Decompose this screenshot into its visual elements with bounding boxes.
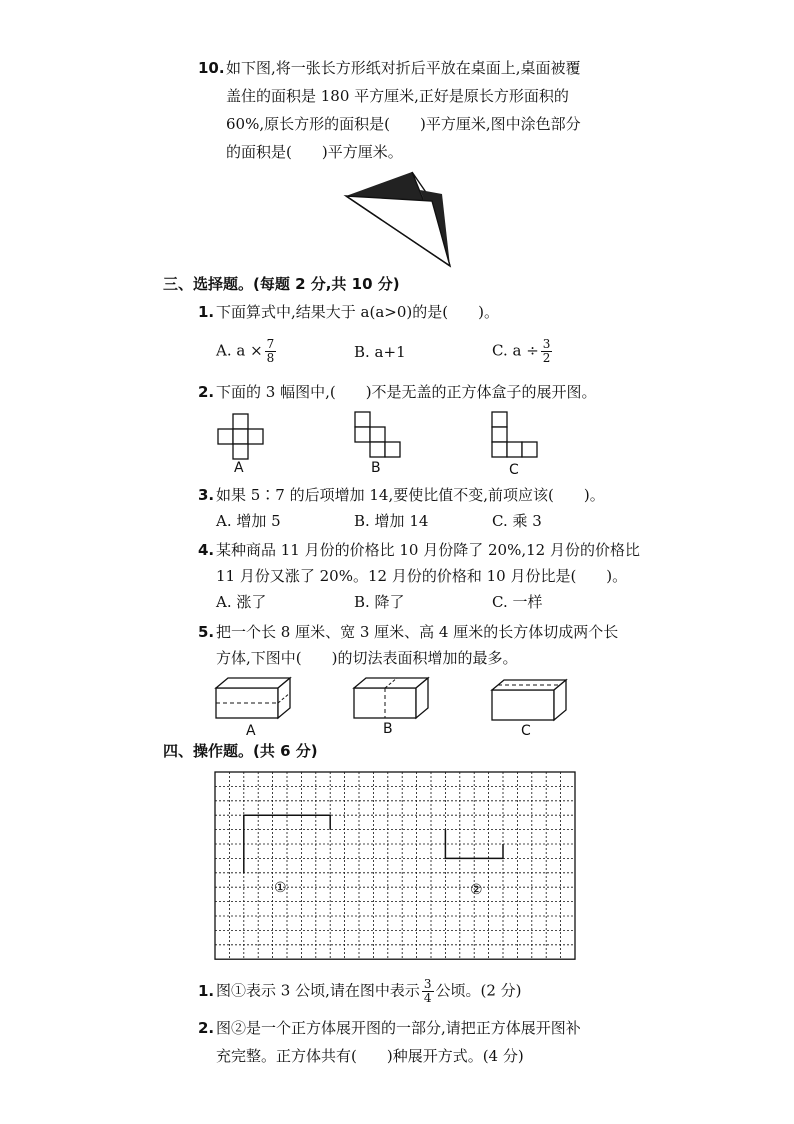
s4-q2-number: 2. — [198, 1019, 215, 1037]
s3-q4-line2: 11 月份又涨了 20%。12 月份的价格和 10 月份比是( )。 — [216, 567, 628, 585]
frac-denominator: 2 — [542, 351, 551, 365]
s3-q4-option-c: C. 一样 — [492, 593, 543, 611]
q10-number: 10. — [198, 59, 225, 77]
q10-line1: 如下图,将一张长方形纸对折后平放在桌面上,桌面被覆 — [226, 59, 581, 77]
s3-q2-stem: 下面的 3 幅图中,( )不是无盖的正方体盒子的展开图。 — [216, 383, 597, 401]
s4-q1-text-before: 图①表示 3 公顷,请在图中表示 — [216, 981, 420, 1000]
grid-border — [215, 772, 575, 959]
s3-q1-option-c-text: C. a ÷ — [492, 341, 539, 360]
s3-q3-option-a: A. 增加 5 — [216, 512, 281, 530]
s4-q1-number: 1. — [198, 982, 215, 1000]
section4-heading: 四、操作题。(共 6 分) — [163, 742, 318, 760]
s3-q1-option-c — [492, 338, 554, 365]
s3-q1-option-a — [216, 338, 278, 365]
s3-q4-option-b: B. 降了 — [354, 593, 405, 611]
s3-q4-option-a: A. 涨了 — [216, 593, 267, 611]
q10-line2: 盖住的面积是 180 平方厘米,正好是原长方形面积的 — [226, 87, 569, 105]
s3-q3-option-b: B. 增加 14 — [354, 512, 429, 530]
s3-q5-line2: 方体,下图中( )的切法表面积增加的最多。 — [216, 649, 518, 667]
s3-q1-option-a-text: A. a × — [216, 341, 263, 360]
frac-numerator: 7 — [266, 337, 275, 351]
q10-line4: 的面积是( )平方厘米。 — [226, 143, 403, 161]
cube-net-a — [216, 412, 284, 460]
q10-line3: 60%,原长方形的面积是( )平方厘米,图中涂色部分 — [226, 115, 581, 133]
s4-q2-line2: 充完整。正方体共有( )种展开方式。(4 分) — [216, 1047, 524, 1065]
s4-q1-fraction — [422, 978, 434, 1005]
s3-q1-option-b: B. a+1 — [354, 343, 406, 361]
cuboid-b-label: B — [383, 721, 393, 737]
s3-q2-number: 2. — [198, 383, 215, 401]
cuboid-c-label: C — [521, 723, 531, 739]
s3-q1-option-c-fraction — [541, 338, 553, 365]
s3-q4-number: 4. — [198, 541, 215, 559]
cube-net-c — [490, 410, 545, 458]
s3-q1-option-a-fraction — [265, 338, 277, 365]
s3-q3-option-c: C. 乘 3 — [492, 512, 542, 530]
s3-q4-line1: 某种商品 11 月份的价格比 10 月份降了 20%,12 月份的价格比 — [216, 541, 640, 559]
section3-heading: 三、选择题。(每题 2 分,共 10 分) — [163, 275, 400, 293]
frac-numerator: 3 — [423, 977, 432, 991]
s3-q1-stem: 下面算式中,结果大于 a(a>0)的是( )。 — [216, 303, 499, 321]
grid-mark-2: ② — [470, 882, 483, 898]
s3-q3-number: 3. — [198, 486, 215, 504]
s4-q1-text — [216, 978, 522, 1005]
s3-q3-stem: 如果 5∶7 的后项增加 14,要使比值不变,前项应该( )。 — [216, 486, 605, 504]
frac-numerator: 3 — [542, 337, 551, 351]
cuboid-a-label: A — [246, 723, 256, 739]
cube-net-a-label: A — [234, 460, 244, 476]
grid-mark-1: ① — [274, 880, 287, 896]
cuboid-c — [490, 676, 570, 722]
cuboid-b — [352, 674, 432, 720]
cube-net-b-label: B — [371, 460, 381, 476]
s3-q5-number: 5. — [198, 623, 215, 641]
s4-q2-line1: 图②是一个正方体展开图的一部分,请把正方体展开图补 — [216, 1019, 581, 1037]
frac-denominator: 4 — [423, 991, 432, 1005]
folded-paper-figure — [340, 166, 470, 266]
s3-q1-number: 1. — [198, 303, 215, 321]
s3-q5-line1: 把一个长 8 厘米、宽 3 厘米、高 4 厘米的长方体切成两个长 — [216, 623, 619, 641]
s4-q1-text-after: 公顷。(2 分) — [435, 981, 522, 1000]
cube-net-b — [353, 410, 408, 458]
dotted-square-grid[interactable] — [213, 770, 577, 958]
cuboid-a — [214, 674, 294, 720]
frac-denominator: 8 — [266, 351, 275, 365]
cube-net-c-label: C — [509, 462, 519, 478]
